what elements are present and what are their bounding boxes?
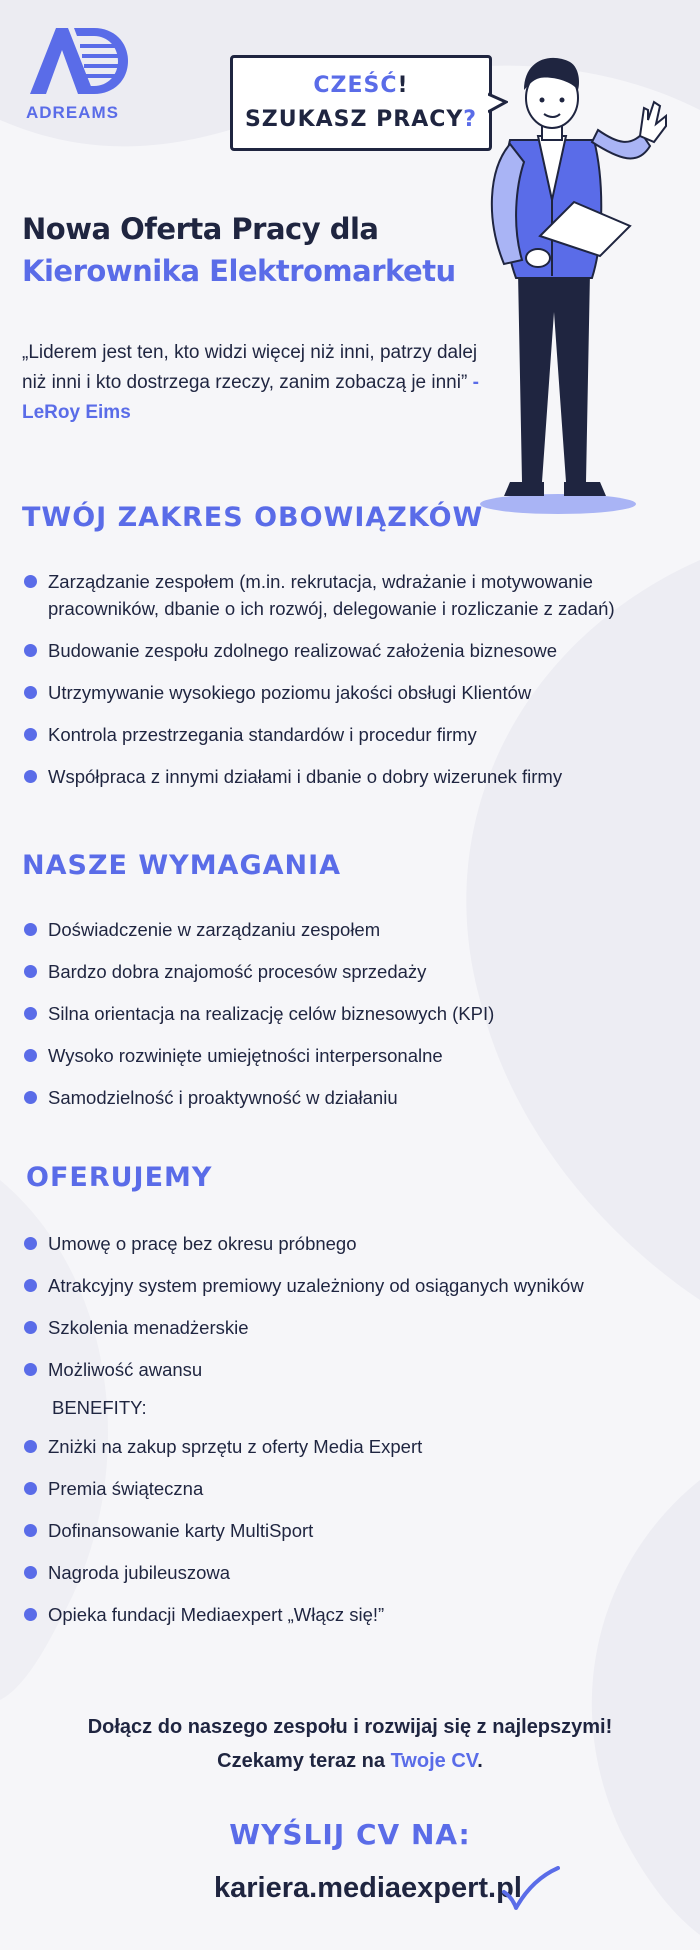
- list-item: Atrakcyjny system premiowy uzależniony od osiąganych wyników: [22, 1272, 662, 1299]
- bubble-question-mark: ?: [463, 107, 478, 132]
- page-title: [22, 208, 482, 292]
- benefits-label: BENEFITY:: [52, 1397, 147, 1418]
- bullet-dot: [24, 686, 37, 699]
- list-item: Nagroda jubileuszowa: [22, 1559, 662, 1586]
- list-item: Współpraca z innymi działami i dbanie o dobry wizerunek firmy: [22, 763, 662, 790]
- bullet-dot: [24, 1482, 37, 1495]
- list-item: Utrzymywanie wysokiego poziomu jakości obsługi Klientów: [22, 679, 662, 706]
- bullet-dot: [24, 923, 37, 936]
- speech-bubble: [230, 55, 492, 151]
- title-line-1: Nowa Oferta Pracy dla: [22, 212, 379, 246]
- title-line-2: Kierownika Elektromarketu: [22, 254, 456, 288]
- quote-author: - LeRoy Eims: [22, 372, 479, 423]
- list-item: Kontrola przestrzegania standardów i procedur firmy: [22, 721, 662, 748]
- bullet-dot: [24, 1608, 37, 1621]
- list-item: Doświadczenie w zarządzaniu zespołem: [22, 916, 662, 943]
- bullet-dot: [24, 1091, 37, 1104]
- adreams-logo-icon: [22, 26, 130, 96]
- bullet-dot: [24, 1237, 37, 1250]
- quote: [22, 338, 482, 428]
- call-to-action: Dołącz do naszego zespołu i rozwijaj się z najlepszymi! Czekamy teraz na Twoje CV.: [0, 1710, 700, 1778]
- list-item: Bardzo dobra znajomość procesów sprzedaży: [22, 958, 662, 985]
- bullet-dot: [24, 575, 37, 588]
- bubble-greeting-exclamation: !: [397, 73, 409, 98]
- send-cv-title: WYŚLIJ CV NA:: [229, 1818, 471, 1851]
- cta-line-2: Czekamy teraz na: [217, 1750, 391, 1772]
- offer-list: [22, 1230, 662, 1643]
- list-item: Silna orientacja na realizację celów biznesowych (KPI): [22, 1000, 662, 1027]
- list-item: Wysoko rozwinięte umiejętności interpersonalne: [22, 1042, 662, 1069]
- section-title-offer: OFERUJEMY: [26, 1162, 213, 1193]
- bullet-dot: [24, 644, 37, 657]
- bullet-dot: [24, 1524, 37, 1537]
- bullet-dot: [24, 1566, 37, 1579]
- cta-line-1: Dołącz do naszego zespołu i rozwijaj się z najlepszymi!: [87, 1716, 613, 1738]
- list-item: Premia świąteczna: [22, 1475, 662, 1502]
- bullet-dot: [24, 1440, 37, 1453]
- list-item: Opieka fundacji Mediaexpert „Włącz się!”: [22, 1601, 662, 1628]
- list-item: Budowanie zespołu zdolnego realizować założenia biznesowe: [22, 637, 662, 664]
- bullet-dot: [24, 1049, 37, 1062]
- bullet-dot: [24, 728, 37, 741]
- bullet-dot: [24, 965, 37, 978]
- bullet-dot: [24, 1321, 37, 1334]
- adreams-logo[interactable]: [22, 26, 132, 123]
- bubble-greeting: CZEŚĆ: [313, 73, 398, 98]
- quote-text: „Liderem jest ten, kto widzi więcej niż inni, patrzy dalej niż inni i kto dostrzega rzeczy, zanim zobaczą je inni”: [22, 342, 478, 393]
- bullet-dot: [24, 1007, 37, 1020]
- bullet-dot: [24, 1279, 37, 1292]
- logo-text: ADREAMS: [26, 103, 119, 122]
- section-title-requirements: NASZE WYMAGANIA: [22, 850, 342, 881]
- section-title-duties: TWÓJ ZAKRES OBOWIĄZKÓW: [22, 502, 484, 533]
- bullet-dot: [24, 770, 37, 783]
- list-item: Samodzielność i proaktywność w działaniu: [22, 1084, 662, 1111]
- cta-highlight: Twoje CV: [390, 1750, 478, 1772]
- duties-list: [22, 568, 662, 805]
- list-item: Umowę o pracę bez okresu próbnego: [22, 1230, 662, 1257]
- list-item: Zarządzanie zespołem (m.in. rekrutacja, wdrażanie i motywowanie pracowników, dbanie o ich rozwój, delegowanie i rozliczanie z zadań): [22, 568, 662, 622]
- requirements-list: [22, 916, 662, 1126]
- list-item: Możliwość awansu: [22, 1356, 662, 1383]
- bullet-dot: [24, 1363, 37, 1376]
- waving-man-illustration: [480, 50, 680, 520]
- career-site-link[interactable]: kariera.mediaexpert.pl: [214, 1872, 522, 1904]
- checkmark-icon: [500, 1866, 560, 1912]
- list-item: Dofinansowanie karty MultiSport: [22, 1517, 662, 1544]
- list-item: Zniżki na zakup sprzętu z oferty Media Expert: [22, 1433, 662, 1460]
- list-item: Szkolenia menadżerskie: [22, 1314, 662, 1341]
- bubble-question: SZUKASZ PRACY: [244, 107, 464, 132]
